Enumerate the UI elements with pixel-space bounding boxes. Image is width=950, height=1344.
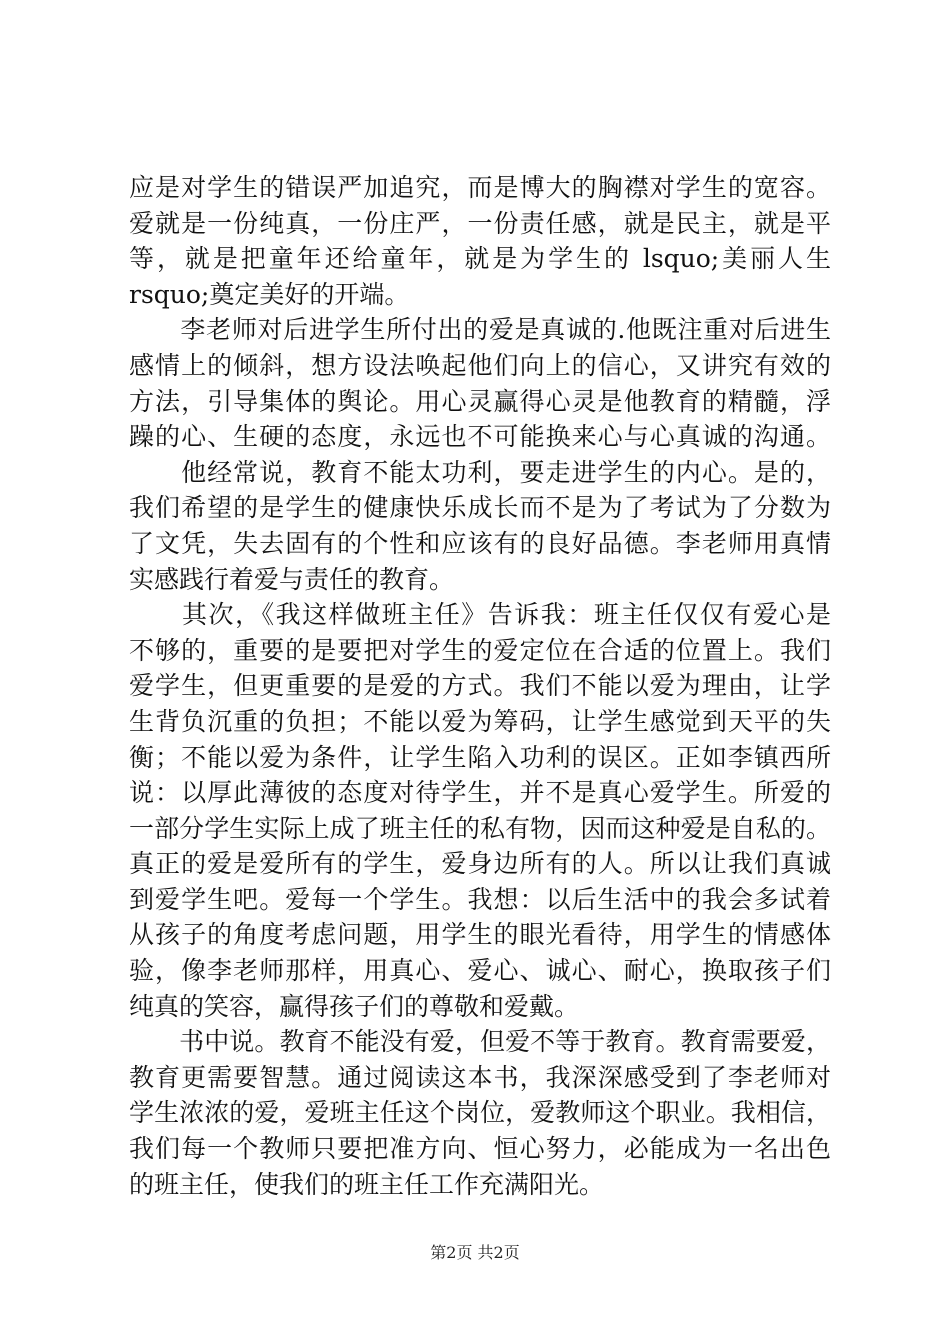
text-line: 说：以厚此薄彼的态度对待学生，并不是真心爱学生。所爱的 [129,778,831,808]
text-line: 教育更需要智慧。通过阅读这本书，我深深感受到了李老师对 [129,1062,831,1092]
text-line: 我们每一个教师只要把准方向、恒心努力，必能成为一名出色 [129,1134,831,1164]
text-line: 等，就是把童年还给童年，就是为学生的 lsquo;美丽人生 [129,244,831,274]
text-line: 我们希望的是学生的健康快乐成长而不是为了考试为了分数为 [129,493,831,523]
text-line: 爱就是一份纯真，一份庄严，一份责任感，就是民主，就是平 [129,208,831,238]
text-line: 实感践行着爱与责任的教育。 [129,564,455,594]
text-line: 其次，《我这样做班主任》告诉我：班主任仅仅有爱心是 [129,600,831,630]
text-line: 不够的，重要的是要把对学生的爱定位在合适的位置上。我们 [129,635,831,665]
text-line: 方法，引导集体的舆论。用心灵赢得心灵是他教育的精髓，浮 [129,386,831,416]
text-line: 李老师对后进学生所付出的爱是真诚的.他既注重对后进生 [129,315,831,345]
text-line: 一部分学生实际上成了班主任的私有物，因而这种爱是自私的。 [129,813,831,843]
text-line: 验，像李老师那样，用真心、爱心、诚心、耐心，换取孩子们 [129,956,831,986]
text-line: 书中说。教育不能没有爱，但爱不等于教育。教育需要爱， [129,1027,831,1057]
text-line: 学生浓浓的爱，爱班主任这个岗位，爱教师这个职业。我相信， [129,1098,831,1128]
text-line: 感情上的倾斜，想方设法唤起他们向上的信心，又讲究有效的 [129,350,831,380]
text-line: 到爱学生吧。爱每一个学生。我想：以后生活中的我会多试着 [129,884,831,914]
text-line: rsquo;奠定美好的开端。 [129,279,410,309]
text-line: 纯真的笑容，赢得孩子们的尊敬和爱戴。 [129,991,580,1021]
text-line: 衡；不能以爱为条件，让学生陷入功利的误区。正如李镇西所 [129,742,831,772]
text-line: 躁的心、生硬的态度，永远也不可能换来心与心真诚的沟通。 [129,422,831,452]
text-line: 的班主任，使我们的班主任工作充满阳光。 [129,1169,605,1199]
document-body [129,170,831,1202]
text-line: 从孩子的角度考虑问题，用学生的眼光看待，用学生的情感体 [129,920,831,950]
text-line: 真正的爱是爱所有的学生，爱身边所有的人。所以让我们真诚 [129,849,831,879]
text-line: 了文凭，失去固有的个性和应该有的良好品德。李老师用真情 [129,528,831,558]
text-line: 他经常说，教育不能太功利，要走进学生的内心。是的， [129,457,831,487]
text-line: 爱学生，但更重要的是爱的方式。我们不能以爱为理由，让学 [129,671,831,701]
text-line: 生背负沉重的负担；不能以爱为筹码，让学生感觉到天平的失 [129,706,831,736]
page-number-footer: 第2页 共2页 [430,1243,520,1262]
text-line: 应是对学生的错误严加追究，而是博大的胸襟对学生的宽容。 [129,173,831,202]
